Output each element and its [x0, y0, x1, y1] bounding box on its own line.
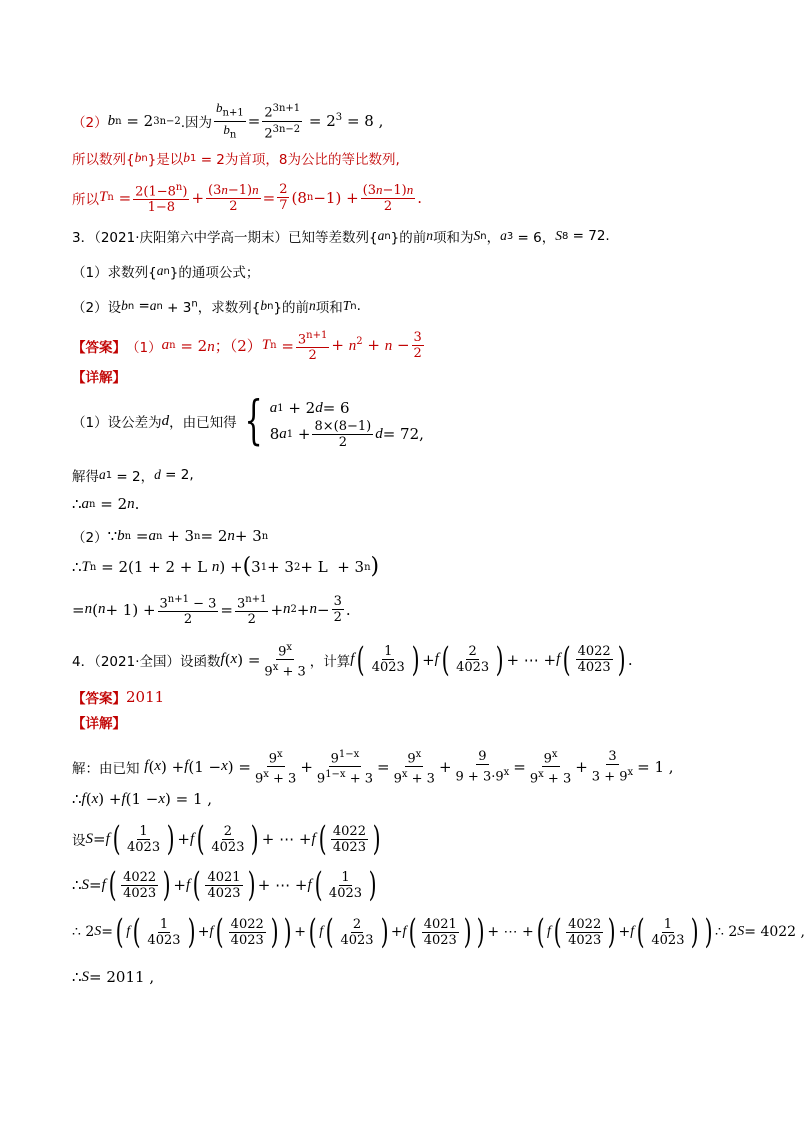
- question-3: 3．（2021·庆阳第六中学高一期末）已知等差数列{ a n }的前 n 项和为 S n ， a 3 = 6， S 8 = 72.: [72, 228, 610, 246]
- detail-3-tn: ∴ T n = 2(1 + 2 + L n ) + ( 3 1 + 3 2 + L + 3 n ): [72, 554, 380, 579]
- answer-3: 【答案】 （1） a n = 2n；（2） T n = $\frac{3^{n+1}}{2}$ + $n^2 + n$ − $\frac{3}{2}$: [72, 330, 422, 364]
- question-3-part-1: （1）求数列{ a n }的通项公式；: [72, 263, 260, 281]
- detail-3-result: = n ( n + 1) + $\frac{3^{n+1} - 3}{2}$ = $\frac{3^{n+1}}{2}$ + n 2 + n − $\frac{3}{2}$ .: [72, 594, 351, 628]
- detail-4-step6: ∴ S = 2011 ,: [72, 968, 155, 986]
- detail-3-solve: 解得 a 1 = 2， d = 2,: [72, 467, 194, 485]
- detail-4-step2: ∴ f ( x ) + f (1 − x ) = 1 ,: [72, 790, 213, 808]
- detail-4-step1: 解：由已知 f ( x ) + f (1 − x ) = $\frac{9^x}{9^x + 3}$ + $\frac{9^{1-x}}{9^{1-x} + 3}$ = $\frac{9^x}{9^x + 3}$ + $\frac{9}{9 + 3\cdot 9^x}$ = $\frac{9^x}{9^x + 3}$ + $\frac{3}{3 + 9^x}$ = 1 ,: [72, 749, 674, 787]
- detail-4-step5: ∴ 2 S = ( f ( $\frac{1}{4023}$ ) + f ( $\frac{4022}{4023}$ ) ) + ( f ( $\frac{2}{4023}$ ) + f ( $\frac{4021}{4023}$ ) ) + ⋯ + ( f ( $\frac{4022}{4023}$ ) + f ( $\frac{1}{4023}$ ) ) ∴ 2 S = 4022 ,: [72, 912, 805, 952]
- detail-label-3: 【详解】: [72, 370, 126, 386]
- detail-3-system: （1）设公差为 d ，由已知得 { a 1 + 2 d = 6 8 a 1 + $\frac{8\times(8-1)}{2}$ d = 72,: [72, 391, 424, 451]
- line-tn-sum: 所以 T n = $\frac{2(1-8^n)}{1-8}$ + $\frac{(3n-1)n}{2}$ = $\frac{2}{7}$ (8 n −1) + $\frac{(3n-1)n}{2}$ .: [72, 181, 423, 216]
- line-geometric: 所以数列{ b n }是以 b 1 = 2为首项，8为公比的等比数列,: [72, 150, 400, 168]
- line-b-formula: （2） b n = 2 3n−2 .因为 $\frac{b_{n+1}}{b_n}$ = $\frac{2^{3n+1}}{2^{3n-2}}$ = $2^3 = 8$ ,: [72, 100, 384, 141]
- answer-4: 【答案】 2011: [72, 688, 165, 707]
- detail-4-step4: ∴ S = f ( $\frac{4022}{4023}$ ) + f ( $\frac{4021}{4023}$ ) + ⋯ + f ( $\frac{1}{4023}$ ): [72, 865, 377, 905]
- question-4: 4．（2021·全国）设函数 f ( x ) = $\frac{9^x}{9^x + 3}$ ，计算 f ( $\frac{1}{4023}$ ) + f ( $\frac{2}{4023}$ ) + ⋯ + f ( $\frac{4022}{4023}$ ) .: [72, 639, 633, 680]
- detail-3-bn: （2） ∵ b n = a n + 3 n = 2 n + 3 n: [72, 527, 269, 546]
- detail-3-an: ∴ a n = 2 n .: [72, 495, 140, 513]
- question-3-part-2: （2）设 b n = a n + $3^n$，求数列{ b n }的前 n 项和 T n .: [72, 298, 361, 316]
- detail-label-4: 【详解】: [72, 716, 126, 732]
- detail-4-step3: 设 S = f ( $\frac{1}{4023}$ ) + f ( $\frac{2}{4023}$ ) + ⋯ + f ( $\frac{4022}{4023}$ ): [72, 819, 381, 859]
